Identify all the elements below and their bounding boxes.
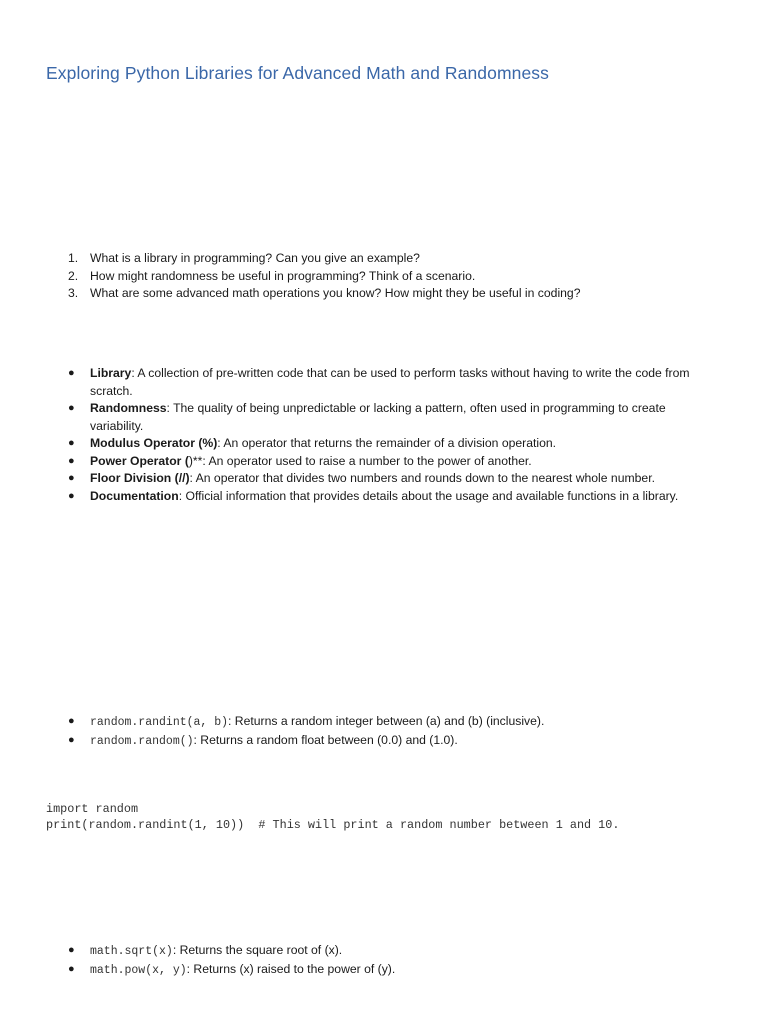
question-number: 3. bbox=[68, 286, 79, 300]
vocabulary-definition: : An operator that returns the remainder of a division operation. bbox=[217, 436, 557, 450]
question-text: What are some advanced math operations you know? How might they be useful in coding? bbox=[90, 286, 581, 300]
bullet-icon: ● bbox=[68, 472, 75, 484]
question-number: 1. bbox=[68, 251, 79, 265]
vocabulary-term: Documentation bbox=[90, 488, 179, 503]
vocabulary-term: Library bbox=[90, 366, 132, 380]
vocabulary-item bbox=[0, 470, 768, 488]
vocabulary-term: Modulus Operator (%) bbox=[90, 436, 218, 450]
question-number: 2. bbox=[68, 268, 79, 283]
code-example bbox=[46, 802, 619, 833]
function-code: math.sqrt(x) bbox=[90, 945, 173, 958]
math-functions-list bbox=[0, 942, 768, 979]
discussion-questions-list bbox=[0, 250, 768, 303]
question-text: How might randomness be useful in programming? Think of a scenario. bbox=[90, 268, 476, 283]
code-line: import random bbox=[46, 802, 139, 816]
function-item bbox=[0, 713, 768, 732]
function-code: math.pow(x, y) bbox=[90, 963, 187, 977]
bullet-icon: ● bbox=[68, 944, 75, 956]
function-description: : Returns (x) raised to the power of (y). bbox=[186, 961, 396, 976]
vocabulary-term: Randomness bbox=[90, 401, 167, 415]
function-code: random.randint(a, b) bbox=[90, 716, 229, 729]
vocabulary-definition: : Official information that provides details about the usage and available functions in a library. bbox=[178, 488, 679, 503]
question-text: What is a library in programming? Can you give an example? bbox=[90, 251, 420, 265]
function-code: random.random() bbox=[90, 734, 194, 748]
vocabulary-item bbox=[0, 453, 768, 471]
vocabulary-definition: : The quality of being unpredictable or lacking a pattern, often used in programming to create variability. bbox=[90, 401, 666, 433]
bullet-icon: ● bbox=[68, 367, 75, 379]
bullet-icon: ● bbox=[68, 715, 75, 727]
function-item bbox=[0, 942, 768, 961]
random-functions-list bbox=[0, 713, 768, 750]
vocabulary-definition: )**: An operator used to raise a number to the power of another. bbox=[188, 453, 532, 468]
bullet-icon: ● bbox=[68, 489, 75, 502]
question-item bbox=[0, 268, 768, 286]
vocabulary-list bbox=[0, 365, 768, 505]
bullet-icon: ● bbox=[68, 402, 75, 414]
vocabulary-term: Floor Division (//) bbox=[90, 471, 190, 485]
bullet-icon: ● bbox=[68, 454, 75, 467]
question-item bbox=[0, 285, 768, 303]
bullet-icon: ● bbox=[68, 962, 75, 975]
vocabulary-definition: : An operator that divides two numbers and rounds down to the nearest whole number. bbox=[189, 471, 655, 485]
vocabulary-item bbox=[0, 488, 768, 506]
bullet-icon: ● bbox=[68, 437, 75, 449]
vocabulary-item bbox=[0, 435, 768, 453]
vocabulary-item bbox=[0, 400, 768, 435]
vocabulary-term: Power Operator ( bbox=[90, 453, 189, 468]
function-item bbox=[0, 732, 768, 751]
vocabulary-item bbox=[0, 365, 768, 400]
page-title: Exploring Python Libraries for Advanced Math and Randomness bbox=[46, 63, 549, 83]
function-description: : Returns the square root of (x). bbox=[172, 943, 343, 957]
vocabulary-definition: : A collection of pre-written code that can be used to perform tasks without having to write the code from scratch. bbox=[90, 366, 690, 398]
bullet-icon: ● bbox=[68, 733, 75, 746]
code-line: print(random.randint(1, 10)) # This will print a random number between 1 and 10. bbox=[46, 817, 620, 832]
function-item bbox=[0, 961, 768, 980]
function-description: : Returns a random float between (0.0) and (1.0). bbox=[193, 732, 458, 747]
function-description: : Returns a random integer between (a) and (b) (inclusive). bbox=[228, 714, 545, 728]
question-item bbox=[0, 250, 768, 268]
